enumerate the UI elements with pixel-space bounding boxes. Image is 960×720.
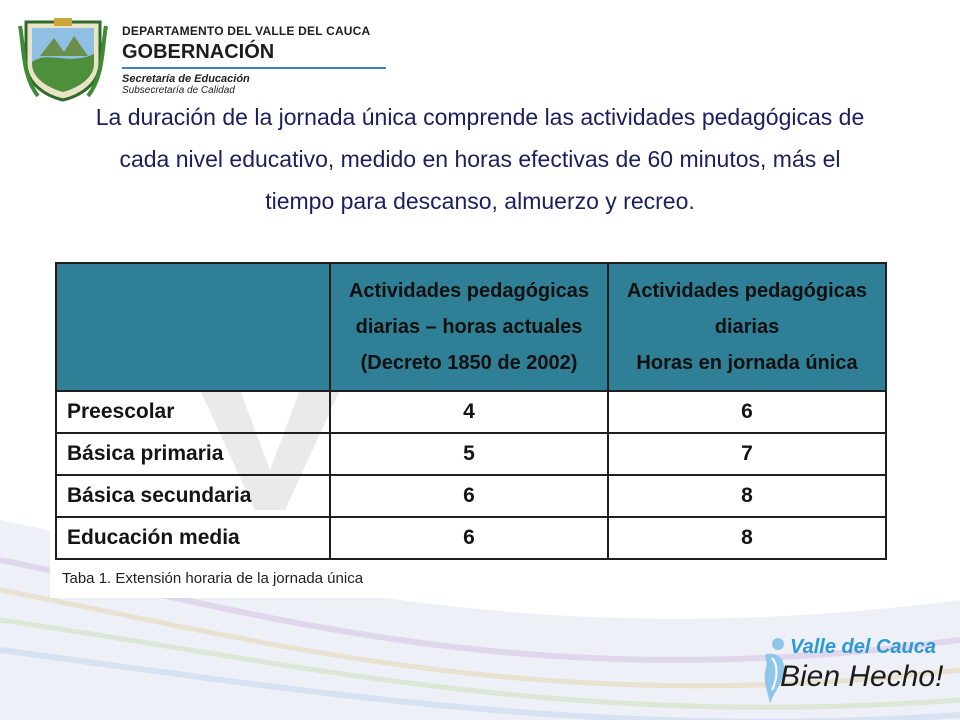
header-line: diarias – horas actuales — [355, 316, 583, 338]
subsecretariat-label: Subsecretaría de Calidad — [122, 85, 235, 96]
header-divider — [122, 67, 386, 69]
header-line: Horas en jornada única — [636, 352, 858, 374]
header-line: Actividades pedagógicas — [626, 280, 868, 302]
header-line: Actividades pedagógicas — [348, 280, 590, 302]
secretariat-label: Secretaría de Educación — [122, 73, 250, 85]
single-day-hours-cell: 6 — [608, 391, 886, 433]
single-day-hours-cell: 7 — [608, 433, 886, 475]
level-cell: Educación media — [56, 517, 330, 559]
table-header-row — [56, 263, 886, 391]
header-cell-level — [56, 263, 330, 391]
intro-paragraph: La duración de la jornada única comprende las actividades pedagógicas de cada nivel educativo, medido en horas efectivas de 60 minutos, más el tiempo para descanso, almuerzo y recreo. — [95, 104, 865, 214]
level-cell: Básica primaria — [56, 433, 330, 475]
header-line: diarias — [714, 316, 780, 338]
level-cell: Básica secundaria — [56, 475, 330, 517]
footer-logo — [756, 628, 946, 708]
table-row — [56, 391, 886, 433]
table-row — [56, 433, 886, 475]
current-hours-cell: 5 — [330, 433, 608, 475]
table-row — [56, 517, 886, 559]
footer-brand-line2: Bien Hecho! — [780, 660, 944, 693]
level-cell: Preescolar — [56, 391, 330, 433]
header-cell-current-hours — [330, 263, 608, 391]
header-line: (Decreto 1850 de 2002) — [360, 352, 578, 374]
header-logo — [18, 16, 378, 102]
current-hours-cell: 4 — [330, 391, 608, 433]
table-caption: Taba 1. Extensión horaria de la jornada única — [62, 570, 364, 587]
current-hours-cell: 6 — [330, 475, 608, 517]
header-cell-single-day-hours — [608, 263, 886, 391]
hours-table — [55, 262, 887, 560]
department-title: DEPARTAMENTO DEL VALLE DEL CAUCA — [122, 24, 371, 38]
table-row — [56, 475, 886, 517]
footer-brand-line1: Valle del Cauca — [790, 636, 936, 658]
single-day-hours-cell: 8 — [608, 517, 886, 559]
government-title: GOBERNACIÓN — [122, 41, 275, 63]
coat-of-arms-icon — [18, 16, 108, 102]
current-hours-cell: 6 — [330, 517, 608, 559]
hours-table-figure — [50, 258, 890, 598]
single-day-hours-cell: 8 — [608, 475, 886, 517]
